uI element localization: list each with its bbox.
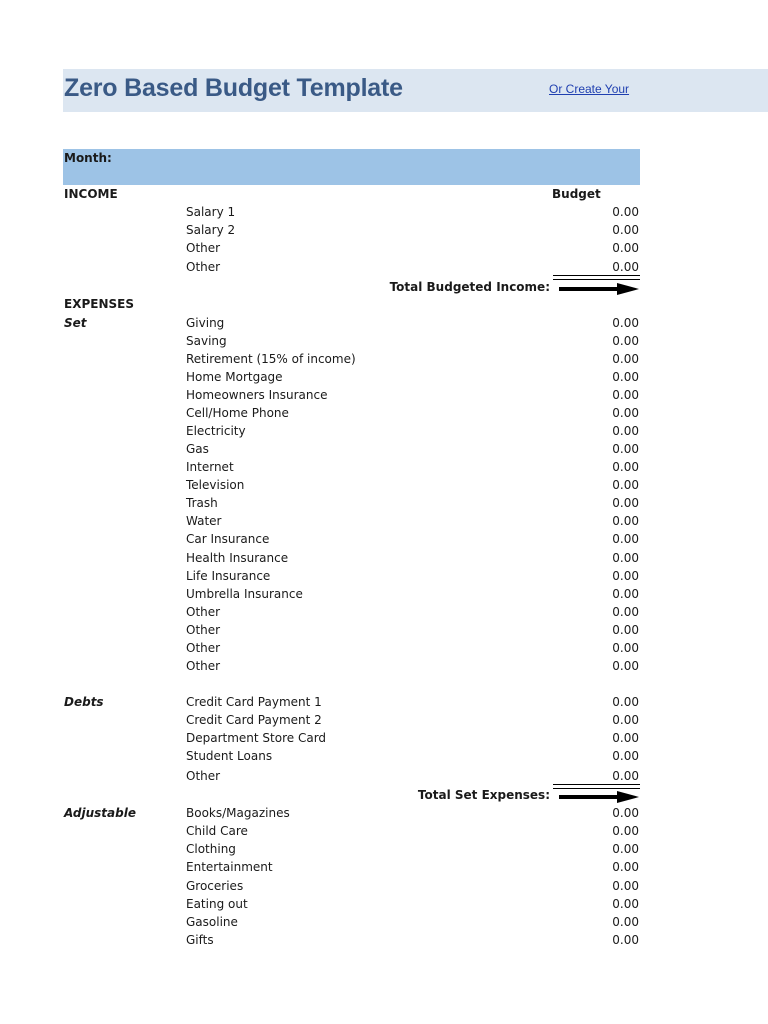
expense-item-label: Home Mortgage: [186, 370, 283, 384]
expense-item-value[interactable]: 0.00: [612, 460, 639, 474]
set-category-label: Set: [64, 316, 87, 330]
debts-category-label: Debts: [64, 695, 104, 709]
debt-item-value[interactable]: 0.00: [612, 769, 639, 783]
expense-item-label: Electricity: [186, 424, 246, 438]
adjustable-category-label: Adjustable: [64, 806, 136, 820]
expense-item-value[interactable]: 0.00: [612, 352, 639, 366]
adjustable-item-value[interactable]: 0.00: [612, 933, 639, 947]
expense-item-label: Giving: [186, 316, 225, 330]
adjustable-item-value[interactable]: 0.00: [612, 860, 639, 874]
debt-row: [63, 749, 640, 767]
income-item-label: Salary 2: [186, 223, 236, 237]
title-band: [63, 69, 768, 112]
income-item-label: Other: [186, 241, 221, 255]
adjustable-row: [63, 860, 640, 878]
set-expense-row: [63, 641, 640, 659]
debt-item-value[interactable]: 0.00: [612, 695, 639, 709]
adjustable-item-value[interactable]: 0.00: [612, 842, 639, 856]
expense-item-label: Saving: [186, 334, 227, 348]
expense-item-value[interactable]: 0.00: [612, 334, 639, 348]
expense-item-label: Water: [186, 514, 222, 528]
expense-item-value[interactable]: 0.00: [612, 496, 639, 510]
expense-item-label: Other: [186, 659, 221, 673]
expense-item-label: Health Insurance: [186, 551, 289, 565]
income-item-value[interactable]: 0.00: [612, 241, 639, 255]
set-expense-row: [63, 424, 640, 442]
expense-item-label: Life Insurance: [186, 569, 271, 583]
income-header-row: [63, 187, 640, 205]
set-expense-row: [63, 551, 640, 569]
total-set-expenses-row: [63, 788, 640, 806]
set-expense-row: [63, 587, 640, 605]
right-arrow-icon: [559, 790, 639, 804]
adjustable-item-label: Child Care: [186, 824, 248, 838]
income-row: [63, 223, 640, 241]
adjustable-item-label: Eating out: [186, 897, 248, 911]
debt-item-label: Credit Card Payment 1: [186, 695, 322, 709]
set-expense-row: [63, 334, 640, 352]
expense-item-label: Car Insurance: [186, 532, 270, 546]
debt-item-label: Other: [186, 769, 221, 783]
income-item-value[interactable]: 0.00: [612, 223, 639, 237]
adjustable-row: [63, 933, 640, 951]
expense-item-value[interactable]: 0.00: [612, 641, 639, 655]
adjustable-item-label: Entertainment: [186, 860, 273, 874]
set-expense-row: [63, 442, 640, 460]
expense-item-value[interactable]: 0.00: [612, 569, 639, 583]
adjustable-item-value[interactable]: 0.00: [612, 824, 639, 838]
set-expense-row: [63, 388, 640, 406]
expense-item-value[interactable]: 0.00: [612, 370, 639, 384]
expense-item-value[interactable]: 0.00: [612, 514, 639, 528]
adjustable-item-value[interactable]: 0.00: [612, 879, 639, 893]
set-expense-row: [63, 352, 640, 370]
adjustable-item-value[interactable]: 0.00: [612, 915, 639, 929]
adjustable-item-label: Gifts: [186, 933, 214, 947]
expense-item-value[interactable]: 0.00: [612, 659, 639, 673]
set-expense-row: [63, 659, 640, 677]
expense-item-value[interactable]: 0.00: [612, 623, 639, 637]
adjustable-item-label: Gasoline: [186, 915, 238, 929]
set-expense-row: [63, 406, 640, 424]
expense-item-label: Other: [186, 605, 221, 619]
create-your-own-link[interactable]: Or Create Your: [549, 82, 630, 96]
adjustable-row: [63, 915, 640, 933]
expense-item-label: Homeowners Insurance: [186, 388, 328, 402]
expense-item-value[interactable]: 0.00: [612, 551, 639, 565]
expense-item-value[interactable]: 0.00: [612, 587, 639, 601]
set-expense-row: [63, 370, 640, 388]
debt-row: [63, 731, 640, 749]
expense-item-label: Gas: [186, 442, 209, 456]
total-income-row: [63, 280, 640, 298]
expense-item-value[interactable]: 0.00: [612, 316, 639, 330]
income-item-label: Other: [186, 260, 221, 274]
adjustable-item-label: Books/Magazines: [186, 806, 290, 820]
adjustable-row: [63, 842, 640, 860]
expense-item-label: Other: [186, 641, 221, 655]
adjustable-item-value[interactable]: 0.00: [612, 897, 639, 911]
debt-row: [63, 713, 640, 731]
income-item-value[interactable]: 0.00: [612, 260, 639, 274]
month-band: [63, 149, 640, 185]
adjustable-row: [63, 824, 640, 842]
expense-item-label: Other: [186, 623, 221, 637]
set-expense-row: [63, 478, 640, 496]
debt-item-label: Credit Card Payment 2: [186, 713, 322, 727]
expense-item-value[interactable]: 0.00: [612, 442, 639, 456]
set-expense-row: [63, 532, 640, 550]
debt-row: [63, 695, 640, 713]
set-expense-row: [63, 623, 640, 641]
expenses-header-row: [63, 297, 640, 315]
expense-item-value[interactable]: 0.00: [612, 388, 639, 402]
total-set-expenses-label: Total Set Expenses:: [417, 788, 550, 802]
expense-item-label: Internet: [186, 460, 234, 474]
adjustable-item-label: Groceries: [186, 879, 244, 893]
income-item-label: Salary 1: [186, 205, 236, 219]
debt-item-value[interactable]: 0.00: [612, 749, 639, 763]
expense-item-label: Television: [186, 478, 245, 492]
set-expense-row: [63, 569, 640, 587]
debt-item-value[interactable]: 0.00: [612, 731, 639, 745]
set-expense-row: [63, 460, 640, 478]
expenses-heading: EXPENSES: [64, 297, 134, 311]
debt-item-label: Student Loans: [186, 749, 273, 763]
set-expense-row: [63, 316, 640, 334]
set-expense-row: [63, 514, 640, 532]
expense-item-value[interactable]: 0.00: [612, 605, 639, 619]
total-income-label: Total Budgeted Income:: [389, 280, 550, 294]
expense-item-value[interactable]: 0.00: [612, 424, 639, 438]
adjustable-row: [63, 879, 640, 897]
adjustable-item-value[interactable]: 0.00: [612, 806, 639, 820]
adjustable-row: [63, 897, 640, 915]
expense-item-value[interactable]: 0.00: [612, 406, 639, 420]
set-expense-row: [63, 496, 640, 514]
expense-item-label: Trash: [186, 496, 218, 510]
income-row: [63, 241, 640, 259]
budget-column-header: Budget: [552, 187, 601, 201]
income-heading: INCOME: [64, 187, 118, 201]
right-arrow-icon: [559, 282, 639, 296]
debt-item-value[interactable]: 0.00: [612, 713, 639, 727]
set-expense-row: [63, 605, 640, 623]
adjustable-item-label: Clothing: [186, 842, 236, 856]
expense-item-value[interactable]: 0.00: [612, 478, 639, 492]
expense-item-label: Umbrella Insurance: [186, 587, 303, 601]
month-label: Month:: [64, 151, 112, 165]
income-item-value[interactable]: 0.00: [612, 205, 639, 219]
debt-item-label: Department Store Card: [186, 731, 327, 745]
expense-item-value[interactable]: 0.00: [612, 532, 639, 546]
expense-item-label: Retirement (15% of income): [186, 352, 356, 366]
income-row: [63, 205, 640, 223]
adjustable-row: [63, 806, 640, 824]
expense-item-label: Cell/Home Phone: [186, 406, 289, 420]
page-title: Zero Based Budget Template: [64, 74, 403, 102]
